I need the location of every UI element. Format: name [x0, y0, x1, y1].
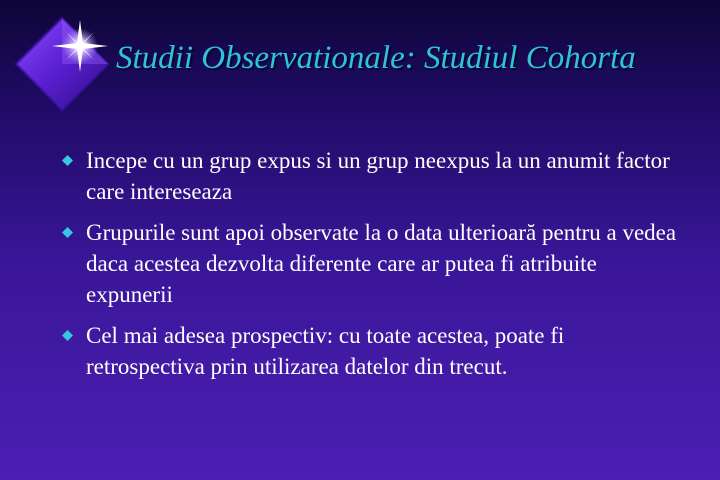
bullet-item — [62, 217, 682, 310]
diamond-bullet-icon — [62, 227, 73, 238]
diamond-bullet-icon — [62, 155, 73, 166]
bullet-list — [62, 145, 682, 392]
bullet-item — [62, 145, 682, 207]
diamond-star-icon — [0, 0, 130, 130]
bullet-item — [62, 320, 682, 382]
bullet-text: Incepe cu un grup expus si un grup neexpus la un anumit factor care intereseaza — [86, 148, 670, 204]
bullet-text: Cel mai adesea prospectiv: cu toate acestea, poate fi retrospectiva prin utilizarea datelor din trecut. — [86, 323, 565, 379]
bullet-text: Grupurile sunt apoi observate la o data ulterioară pentru a vedea daca acestea dezvolta diferente care ar putea fi atribuite expunerii — [86, 220, 677, 307]
slide-title: Studii Observationale: Studiul Cohorta — [116, 40, 636, 76]
diamond-bullet-icon — [62, 330, 73, 341]
